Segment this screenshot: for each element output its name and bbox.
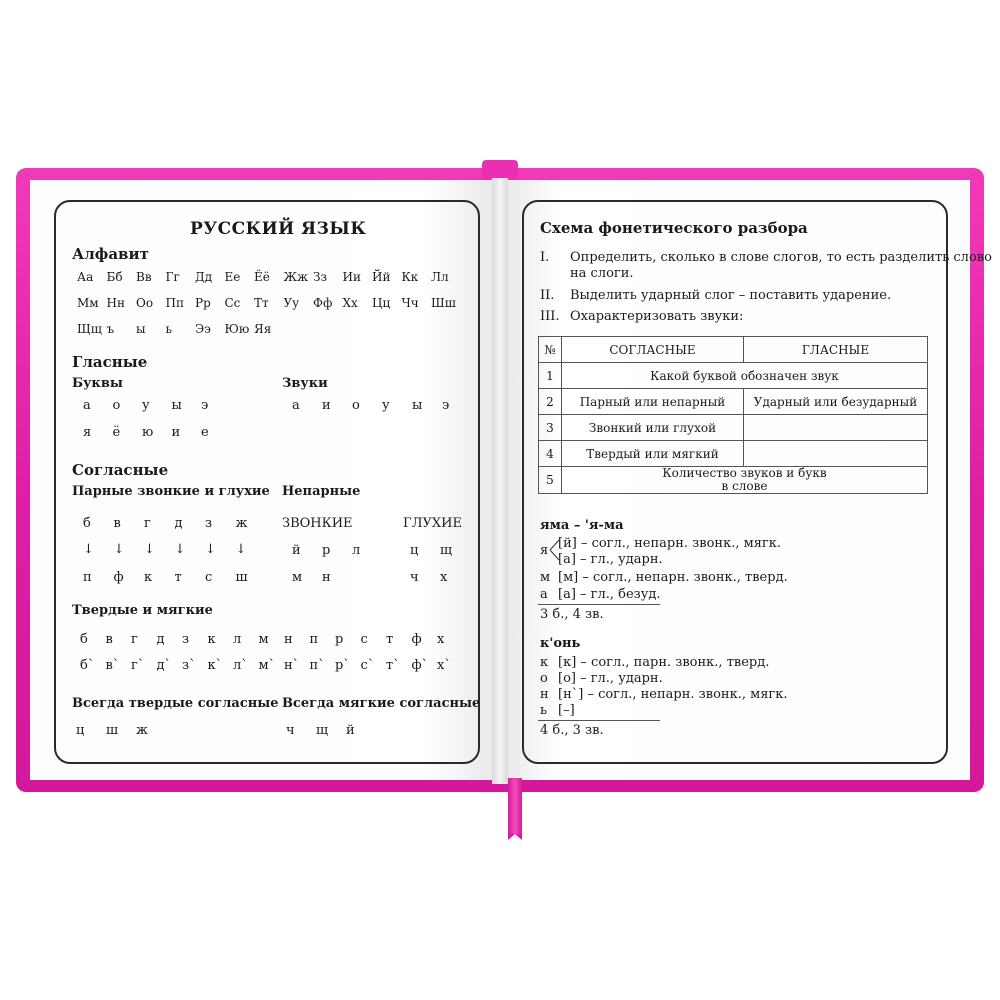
alphabet-letter: Мм xyxy=(77,296,99,310)
step-number: II. xyxy=(540,288,555,303)
hard-soft-label: Твердые и мягкие xyxy=(72,603,213,618)
alphabet-letter: Рр xyxy=(195,296,211,310)
alphabet-letter: Бб xyxy=(106,270,123,284)
consonant-letter: х xyxy=(440,570,448,585)
paired-label: Парные звонкие и глухие xyxy=(72,484,270,499)
vowel-sound: а xyxy=(292,398,300,413)
alphabet-letter: Йй xyxy=(372,270,391,284)
hard-consonant: в xyxy=(105,632,113,647)
example-letter: к xyxy=(540,655,549,670)
alphabet-letter: Нн xyxy=(106,296,125,310)
divider xyxy=(538,720,660,721)
hard-consonant: г xyxy=(131,632,138,647)
alphabet-letter: ы xyxy=(136,322,146,336)
hard-consonant: с xyxy=(360,632,368,647)
soft-consonant: щ xyxy=(316,723,329,738)
table-cell xyxy=(744,415,928,441)
always-hard-label: Всегда твердые согласные xyxy=(72,696,279,711)
alphabet-letter: Цц xyxy=(372,296,391,310)
consonant-letter: т xyxy=(174,570,182,585)
consonant-letter: щ xyxy=(440,543,453,558)
step-number: I. xyxy=(540,250,550,265)
example-line: [–] xyxy=(558,703,575,718)
table-cell: Ударный или безударный xyxy=(744,389,928,415)
soft-consonant: к` xyxy=(207,658,223,673)
soft-consonant: в` xyxy=(105,658,120,673)
consonant-letter: к xyxy=(144,570,153,585)
table-cell: 1 xyxy=(539,363,562,389)
vowel-sound: о xyxy=(352,398,360,413)
hard-consonant: м xyxy=(258,632,269,647)
consonant-letter: д xyxy=(174,516,183,531)
soft-consonant: н` xyxy=(284,658,300,673)
soft-consonant: д` xyxy=(156,658,172,673)
alphabet-letter: Ее xyxy=(224,270,241,284)
soft-consonant: т` xyxy=(386,658,400,673)
alphabet-letter: Тт xyxy=(254,296,269,310)
step-text: на слоги. xyxy=(570,266,634,281)
consonant-letter: ч xyxy=(410,570,419,585)
table-row xyxy=(539,389,928,415)
always-soft-label: Всегда мягкие согласные xyxy=(282,696,481,711)
table-cell: Какой буквой обозначен звук xyxy=(562,363,928,389)
alphabet-letter: Лл xyxy=(431,270,449,284)
example-word: яма – 'я-ма xyxy=(540,518,624,533)
unpaired-label: Непарные xyxy=(282,484,361,499)
example-total: 4 б., 3 зв. xyxy=(540,723,604,738)
soft-consonant: й xyxy=(346,723,355,738)
example-line: [а] – гл., безуд. xyxy=(558,587,661,602)
vowel-sound: и xyxy=(322,398,331,413)
voiceless-label: ГЛУХИЕ xyxy=(403,516,462,531)
table-cell xyxy=(562,467,928,494)
consonant-letter: з xyxy=(205,516,213,531)
soft-consonant: с` xyxy=(360,658,375,673)
hard-consonant: т xyxy=(386,632,394,647)
soft-consonant: р` xyxy=(335,658,350,673)
consonant-letter: м xyxy=(292,570,303,585)
example-letter: а xyxy=(540,587,548,602)
table-cell: 4 xyxy=(539,441,562,467)
consonant-letter: ж xyxy=(235,516,248,531)
hard-consonant: ж xyxy=(136,723,148,738)
step-text: Охарактеризовать звуки: xyxy=(570,309,744,324)
vowel-letter: а xyxy=(83,398,91,413)
alphabet-letter: ъ xyxy=(106,322,115,336)
example-letter: я xyxy=(540,543,549,558)
soft-consonant: б` xyxy=(80,658,95,673)
consonant-letter: с xyxy=(205,570,213,585)
soft-consonant: ф` xyxy=(411,658,429,673)
arrow-down-icon: ↓ xyxy=(235,542,247,557)
vowel-letter: э xyxy=(201,398,209,413)
alphabet-letter: Шш xyxy=(431,296,456,310)
ribbon-bookmark xyxy=(508,778,522,834)
table-cell xyxy=(744,441,928,467)
table-row xyxy=(539,363,928,389)
alphabet-letter: ь xyxy=(165,322,173,336)
arrow-down-icon: ↓ xyxy=(205,542,216,557)
arrow-down-icon: ↓ xyxy=(113,542,125,557)
sounds-label: Звуки xyxy=(282,376,328,391)
consonant-letter: в xyxy=(113,516,121,531)
hard-consonant: ф xyxy=(411,632,422,647)
alphabet-letter: Дд xyxy=(195,270,213,284)
vowel-letter: ё xyxy=(112,425,121,440)
table-cell-line: в слове xyxy=(721,479,768,493)
vowel-sound: ы xyxy=(412,398,423,413)
table-header-cell: СОГЛАСНЫЕ xyxy=(562,337,744,363)
hard-consonant: н xyxy=(284,632,293,647)
table-cell: Парный или непарный xyxy=(562,389,744,415)
hard-consonant: х xyxy=(437,632,445,647)
consonant-letter: г xyxy=(144,516,151,531)
phonetic-table xyxy=(538,336,928,494)
table-cell: 3 xyxy=(539,415,562,441)
alphabet-letter: Хх xyxy=(342,296,358,310)
page-title: РУССКИЙ ЯЗЫК xyxy=(190,219,367,239)
step-text: Выделить ударный слог – поставить ударение. xyxy=(570,288,892,303)
vowels-heading: Гласные xyxy=(72,353,148,371)
alphabet-letter: Ёё xyxy=(254,270,270,284)
example-line: [м] – согл., непарн. звонк., тверд. xyxy=(558,570,788,585)
alphabet-letter: Кк xyxy=(401,270,419,284)
vowel-letter: у xyxy=(142,398,150,413)
hard-consonant: п xyxy=(309,632,319,647)
hard-consonant: л xyxy=(233,632,242,647)
consonant-letter: ф xyxy=(113,570,124,585)
soft-consonant: ч xyxy=(286,723,295,738)
voiced-label: ЗВОНКИЕ xyxy=(282,516,353,531)
example-word: к'онь xyxy=(540,636,581,651)
consonant-letter: ц xyxy=(410,543,419,558)
table-cell-line: Количество звуков и букв xyxy=(662,466,827,480)
consonant-letter: л xyxy=(352,543,361,558)
vowel-letter: и xyxy=(171,425,181,440)
alphabet-letter: Юю xyxy=(224,322,250,336)
hard-consonant: з xyxy=(182,632,190,647)
consonant-letter: б xyxy=(83,516,91,531)
alphabet-letter: Яя xyxy=(254,322,272,336)
alphabet-letter: Чч xyxy=(401,296,419,310)
example-total: 3 б., 4 зв. xyxy=(540,607,604,622)
soft-consonant: л` xyxy=(233,658,248,673)
example-line: [н`] – согл., непарн. звонк., мягк. xyxy=(558,687,788,702)
arrow-down-icon: ↓ xyxy=(83,542,94,557)
hard-consonant: б xyxy=(80,632,88,647)
example-line: [й] – согл., непарн. звонк., мягк. xyxy=(558,536,781,551)
vowel-sound: э xyxy=(442,398,450,413)
left-frame xyxy=(54,200,480,764)
alphabet-letter: Ээ xyxy=(195,322,211,336)
hard-consonant: к xyxy=(207,632,216,647)
alphabet-letter: Сс xyxy=(224,296,241,310)
soft-consonant: х` xyxy=(437,658,451,673)
vowel-letter: е xyxy=(201,425,209,440)
hard-consonant: ш xyxy=(106,723,119,738)
arrow-down-icon: ↓ xyxy=(144,542,155,557)
hard-consonant: ц xyxy=(76,723,85,738)
example-letter: ь xyxy=(540,703,548,718)
scheme-title: Схема фонетического разбора xyxy=(540,219,808,237)
soft-consonant: г` xyxy=(131,658,145,673)
table-cell: Звонкий или глухой xyxy=(562,415,744,441)
table-cell: Твердый или мягкий xyxy=(562,441,744,467)
consonant-letter: н xyxy=(322,570,331,585)
alphabet-letter: Аа xyxy=(77,270,94,284)
divider xyxy=(538,604,660,605)
alphabet-letter: Зз xyxy=(313,270,328,284)
table-cell: 2 xyxy=(539,389,562,415)
alphabet-letter: Уу xyxy=(283,296,300,310)
table-header-cell: № xyxy=(539,337,562,363)
vowel-letter: я xyxy=(83,425,92,440)
consonant-letter: р xyxy=(322,543,331,558)
consonants-heading: Согласные xyxy=(72,461,169,479)
cover-edge xyxy=(482,160,518,180)
step-text: Определить, сколько в слове слогов, то есть разделить слово xyxy=(570,250,992,265)
hard-consonant: р xyxy=(335,632,344,647)
alphabet-letter: Фф xyxy=(313,296,333,310)
table-header-row xyxy=(539,337,928,363)
vowel-sound: у xyxy=(382,398,390,413)
alphabet-heading: Алфавит xyxy=(72,245,149,263)
example-letter: о xyxy=(540,671,548,686)
alphabet-letter: Щщ xyxy=(77,322,102,336)
hard-consonant: д xyxy=(156,632,165,647)
example-letter: н xyxy=(540,687,549,702)
alphabet-letter: Ии xyxy=(342,270,361,284)
arrow-down-icon: ↓ xyxy=(174,542,186,557)
alphabet-letter: Вв xyxy=(136,270,152,284)
soft-consonant: з` xyxy=(182,658,196,673)
consonant-letter: ш xyxy=(235,570,248,585)
table-row xyxy=(539,415,928,441)
vowel-letter: ы xyxy=(171,398,182,413)
table-cell: 5 xyxy=(539,467,562,494)
soft-consonant: м` xyxy=(258,658,276,673)
book-spine xyxy=(492,178,508,784)
alphabet-letter: Гг xyxy=(165,270,180,284)
example-line: [а] – гл., ударн. xyxy=(558,552,663,567)
example-letter: м xyxy=(540,570,551,585)
consonant-letter: й xyxy=(292,543,301,558)
alphabet-letter: Оо xyxy=(136,296,154,310)
table-row xyxy=(539,467,928,494)
soft-consonant: п` xyxy=(309,658,325,673)
table-header-cell: ГЛАСНЫЕ xyxy=(744,337,928,363)
alphabet-letter: Пп xyxy=(165,296,184,310)
example-line: [о] – гл., ударн. xyxy=(558,671,663,686)
alphabet-letter: Жж xyxy=(283,270,309,284)
letters-label: Буквы xyxy=(72,376,123,391)
vowel-letter: о xyxy=(112,398,121,413)
vowel-letter: ю xyxy=(142,425,154,440)
consonant-letter: п xyxy=(83,570,92,585)
example-line: [к] – согл., парн. звонк., тверд. xyxy=(558,655,770,670)
step-number: III. xyxy=(540,309,560,324)
table-row xyxy=(539,441,928,467)
